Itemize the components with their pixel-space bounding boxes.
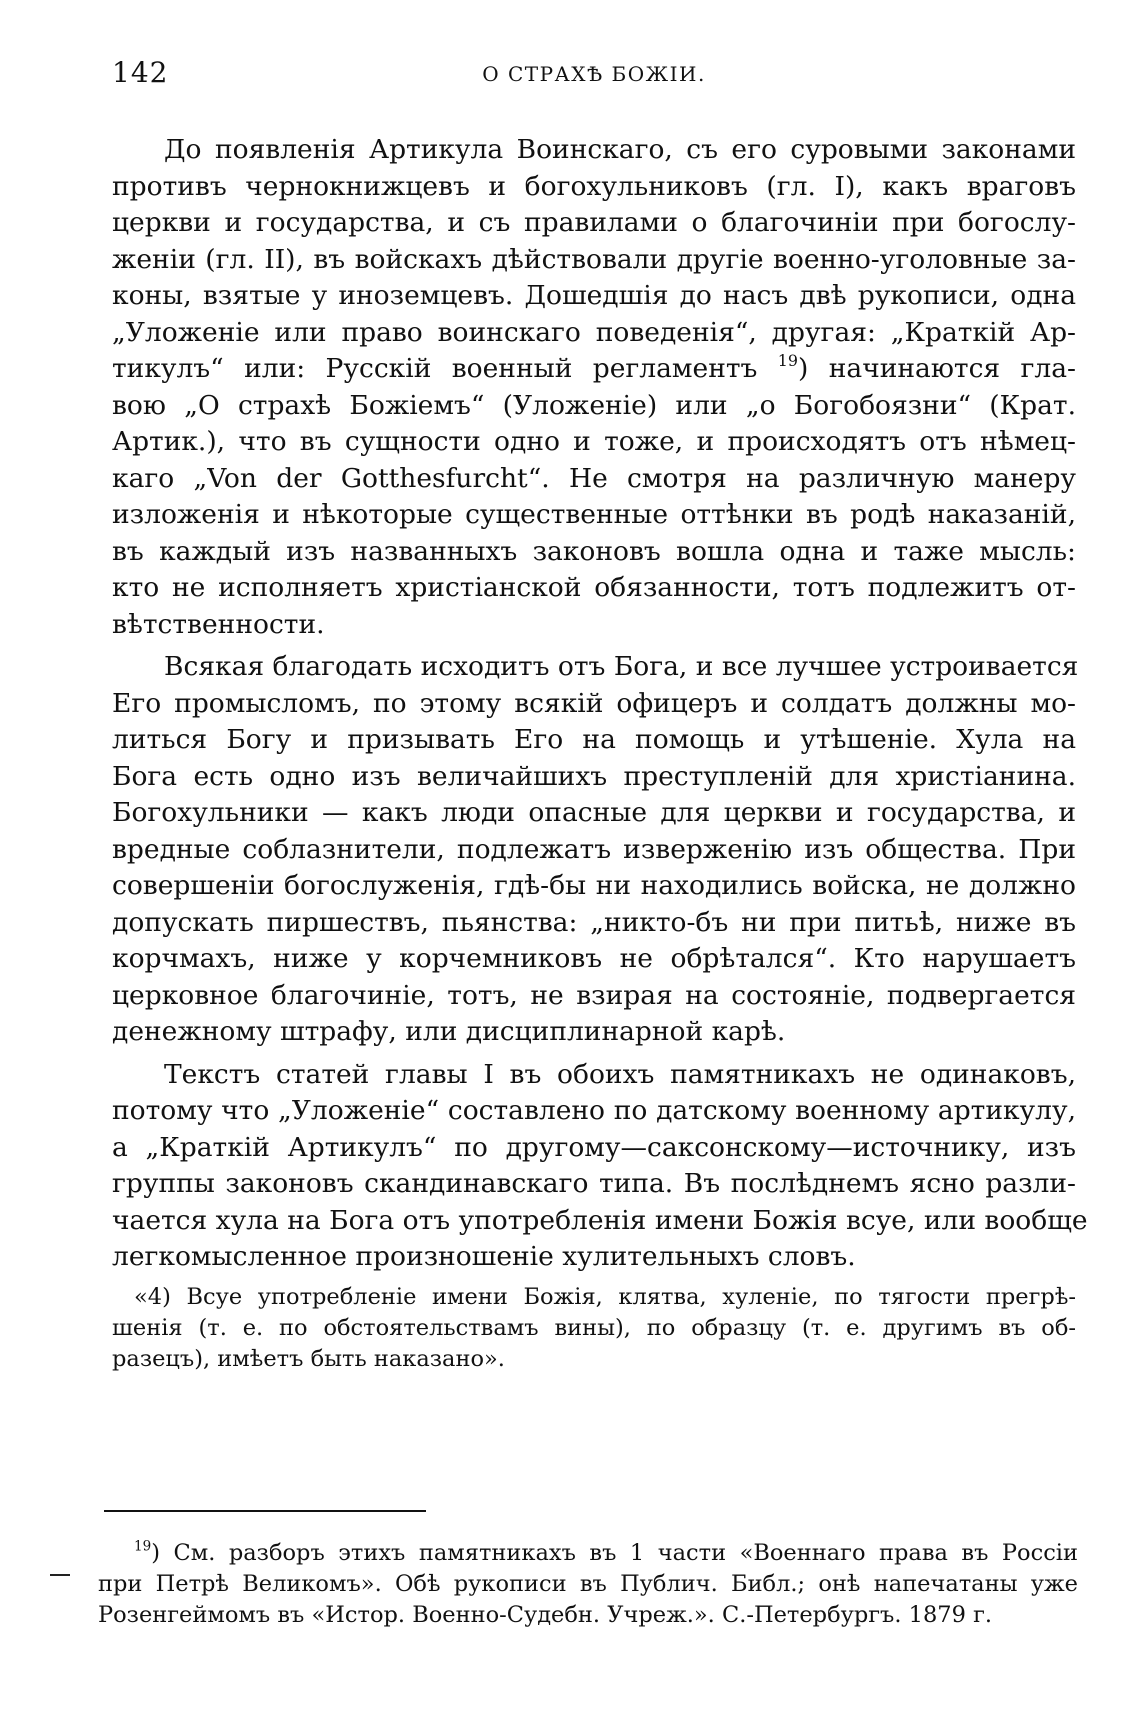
text-line: литься Богу и призывать Его на помощь и утѣшенiе. Хула на — [112, 724, 1076, 755]
text-line: вѣтственности. — [112, 608, 325, 640]
text-line: Богохульники — какъ люди опасные для церкви и государства, и — [112, 797, 1076, 828]
text-line-with-footnote-ref — [112, 351, 1076, 388]
text-line: кто не исполняетъ христiанской обязанности, тотъ подлежитъ от- — [112, 572, 1076, 603]
text-line-head: тикулъ“ или: Русскiй военный регламентъ — [112, 353, 758, 384]
running-title: О СТРАХѢ БОЖIИ. — [482, 62, 706, 86]
text-line: противъ чернокнижцевъ и богохульниковъ (гл. I), какъ враговъ — [112, 170, 1076, 202]
text-line: чается хула на Бога отъ употребленiя имени Божiя всуе, или вообще — [112, 1204, 1088, 1236]
footnote-line: Розенгеймомъ въ «Истор. Военно-Судебн. Учреж.». С.-Петербургъ. 1879 г. — [98, 1602, 993, 1628]
page-number: 142 — [112, 56, 169, 89]
text-line: совершенiи богослуженiя, гдѣ-бы ни находились войска, не должно — [112, 870, 1076, 901]
text-line: въ каждый изъ названныхъ законовъ вошла одна и таже мысль: — [112, 535, 1076, 567]
footnote-ref: 19 — [777, 350, 799, 370]
text-line: легкомысленное произношенiе хулительныхъ словъ. — [112, 1241, 856, 1272]
paragraph-2 — [112, 649, 1079, 1051]
text-line: вою „О страхѣ Божiемъ“ (Уложенiе) или „о Богобоязни“ (Крат. — [112, 389, 1076, 421]
footnote — [98, 1538, 1078, 1631]
text-line: „Уложенiе или право воинскаго поведенiя“, другая: „Краткiй Ар- — [112, 316, 1076, 348]
quote-line: шенiя (т. е. по обстоятельствамъ вины), по образцу (т. е. другимъ въ об- — [112, 1314, 1076, 1341]
text-line: вредные соблазнители, подлежатъ изверженiю изъ общества. При — [112, 833, 1076, 865]
text-line: коны, взятые у иноземцевъ. Дошедшiя до насъ двѣ рукописи, одна — [112, 280, 1076, 311]
page-header — [112, 56, 1076, 96]
text-line: денежному штрафу, или дисциплинарной карѣ. — [112, 1016, 786, 1047]
paragraph-1 — [112, 132, 1076, 643]
text-line: Артик.), что въ сущности одно и тоже, и происходятъ отъ нѣмец- — [112, 426, 1076, 457]
margin-mark — [50, 1574, 70, 1576]
text-line: Всякая благодать исходитъ отъ Бога, и все лучшее устроивается — [164, 651, 1079, 682]
text-line: церкви и государства, и съ правилами о благочинiи при богослу- — [112, 207, 1076, 238]
body-text — [112, 132, 1088, 1375]
text-line: каго „Von der Gotthesfurcht“. Не смотря на различную манеру — [112, 462, 1076, 494]
footnote-line-text: ) См. разборъ этихъ памятникахъ въ 1 части «Военнаго права въ Россiи — [151, 1540, 1078, 1566]
text-line: Его промысломъ, по этому всякiй офицеръ и солдатъ должны мо- — [112, 687, 1076, 719]
footnote-line: при Петрѣ Великомъ». Обѣ рукописи въ Публич. Библ.; онѣ напечатаны уже — [98, 1571, 1078, 1597]
footnote-line — [98, 1538, 1078, 1569]
quote-line: «4) Всуе употребленiе имени Божiя, клятва, хуленiе, по тягости прегрѣ- — [134, 1283, 1076, 1310]
text-line: До появленiя Артикула Воинскаго, съ его суровыми законами — [164, 134, 1076, 165]
text-line: изложенiя и нѣкоторые существенные оттѣнки въ родѣ наказанiй, — [112, 499, 1076, 530]
text-line-tail: ) начинаются гла- — [798, 353, 1076, 384]
text-line: женiи (гл. II), въ войскахъ дѣйствовали другiе военно-уголовные за- — [112, 243, 1076, 275]
article-quote — [112, 1282, 1076, 1375]
text-line: потому что „Уложенiе“ составлено по датскому военному артикулу, — [112, 1095, 1076, 1126]
text-line: группы законовъ скандинавскаго типа. Въ послѣднемъ ясно разли- — [112, 1168, 1076, 1199]
text-line: допускать пиршествъ, пьянства: „никто-бъ ни при питьѣ, ниже въ — [112, 906, 1076, 938]
text-line: Текстъ статей главы I въ обоихъ памятникахъ не одинаковъ, — [164, 1058, 1076, 1090]
quote-line: разецъ), имѣетъ быть наказано». — [112, 1345, 505, 1372]
text-line: корчмахъ, ниже у корчемниковъ не обрѣтался“. Кто нарушаетъ — [112, 943, 1076, 974]
text-line: а „Краткiй Артикулъ“ по другому—саксонскому—источнику, изъ — [112, 1131, 1076, 1163]
footnote-rule — [104, 1510, 426, 1512]
text-line: Бога есть одно изъ величайшихъ преступленiй для христiанина. — [112, 760, 1076, 792]
footnote-marker: 19 — [134, 1538, 152, 1555]
paragraph-3 — [112, 1057, 1088, 1276]
text-line: церковное благочинiе, тотъ, не взирая на состоянiе, подвергается — [112, 979, 1076, 1011]
